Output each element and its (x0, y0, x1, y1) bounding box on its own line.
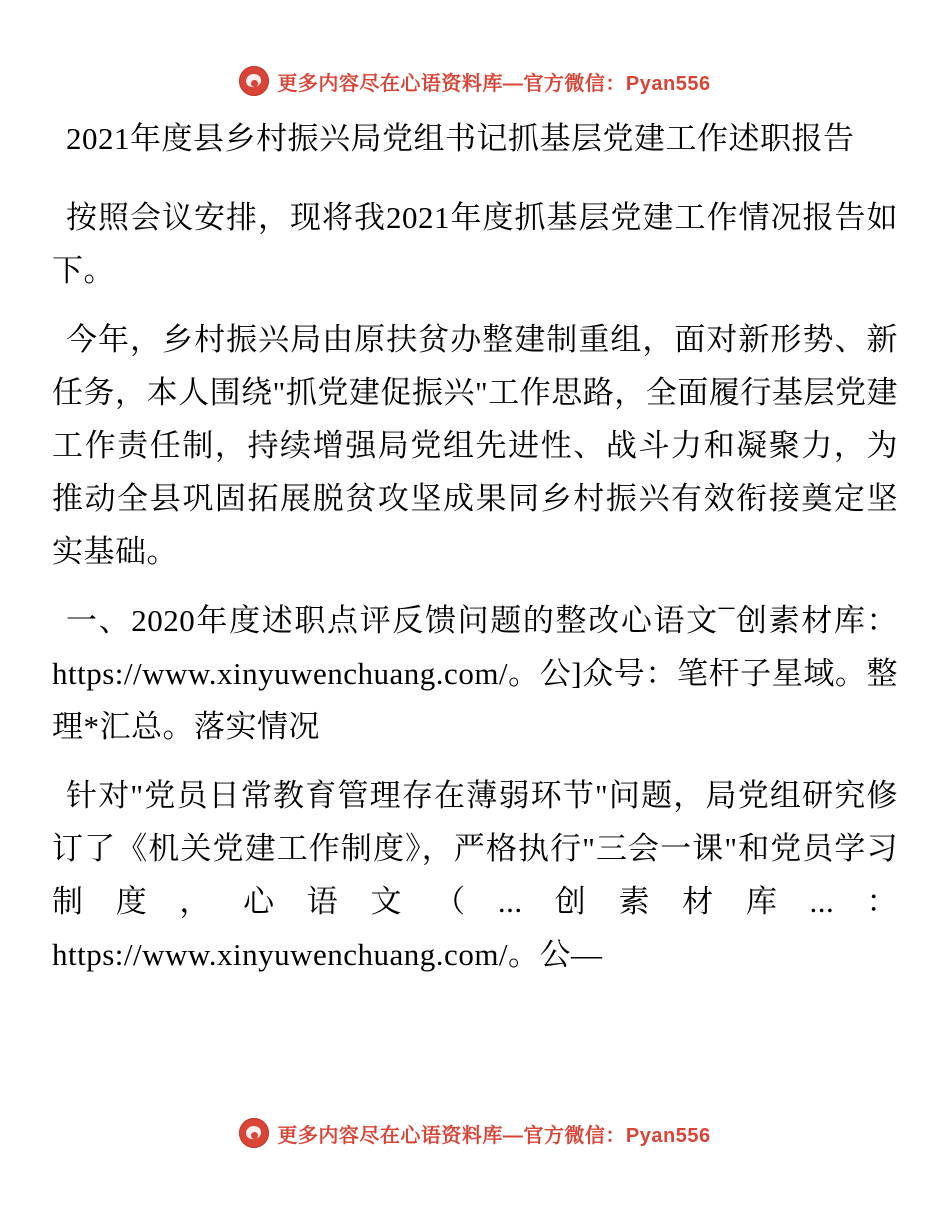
watermark-text-top (277, 67, 710, 96)
paragraph-2: 今年，乡村振兴局由原扶贫办整建制重组，面对新形势、新任务，本人围绕"抓党建促振兴"工作思路，全面履行基层党建工作责任制，持续增强局党组先进性、战斗力和凝聚力，为推动全县巩固拓展脱贫攻坚成果同乡村振兴有效衔接奠定坚实基础。 (52, 322, 898, 569)
lotus-logo-icon (239, 66, 269, 96)
watermark-banner-bottom (0, 1118, 950, 1148)
paragraph-4: 针对"党员日常教育管理存在薄弱环节"问题，局党组研究修订了《机关党建工作制度》，严格执行"三会一课"和党员学习制度，心语文（...创素材库...：https://www.xinyuwenchuang.com/。公— (52, 778, 898, 972)
watermark-handle-top: Pyan556 (625, 72, 711, 95)
lotus-logo-icon (239, 1118, 269, 1148)
paragraph-3-heading: 一、2020年度述职点评反馈问题的整改心语文¯创素材库：https://www.xinyuwenchuang.com/。公]众号：笔杆子星域。整理*汇总。落实情况 (52, 603, 898, 744)
watermark-main-bottom: 更多内容尽在心语资料库—官方微信： (277, 1124, 626, 1147)
document-title: 2021年度县乡村振兴局党组书记抓基层党建工作述职报告 (66, 121, 855, 156)
document-body (52, 112, 898, 997)
watermark-text-bottom (277, 1119, 710, 1148)
watermark-banner-top (0, 66, 950, 96)
paragraph-1: 按照会议安排，现将我2021年度抓基层党建工作情况报告如下。 (52, 200, 898, 288)
watermark-main-top: 更多内容尽在心语资料库—官方微信： (277, 72, 626, 95)
watermark-handle-bottom: Pyan556 (625, 1124, 711, 1147)
